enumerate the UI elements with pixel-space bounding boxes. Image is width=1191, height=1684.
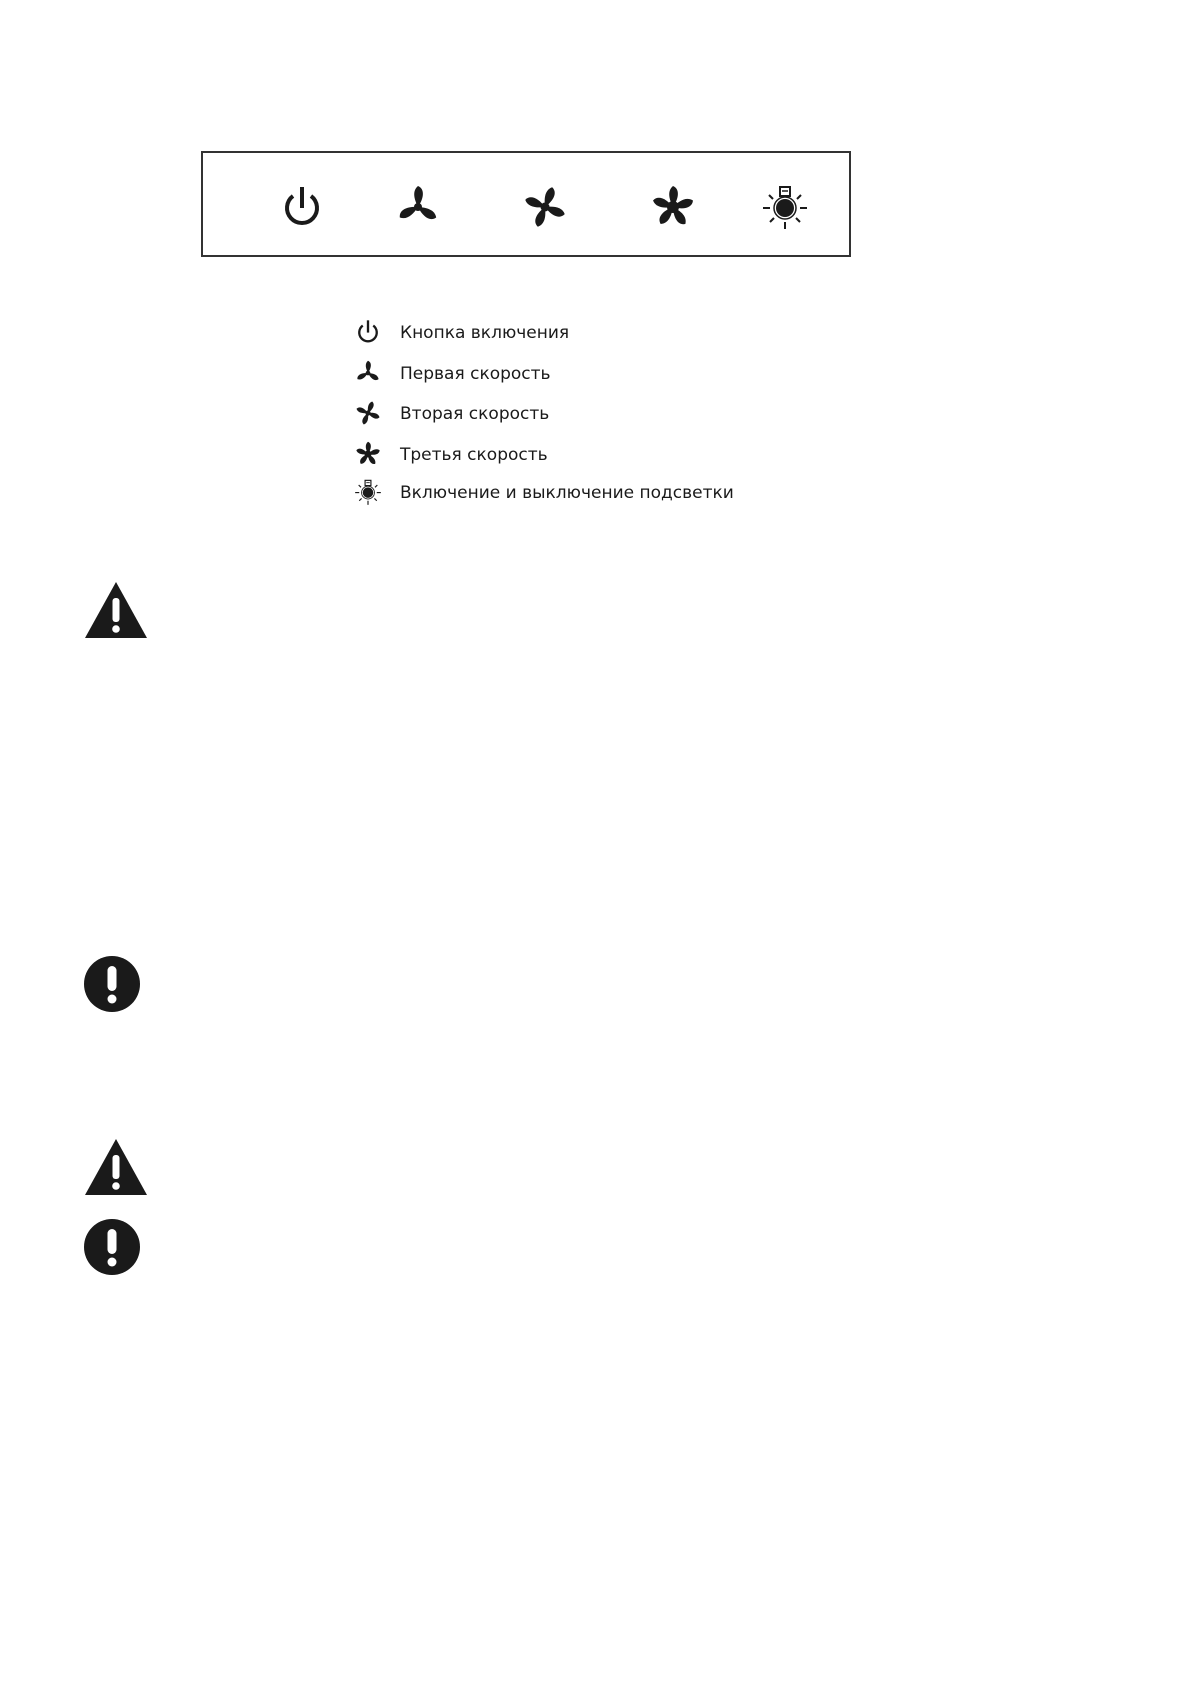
- control-panel: [201, 151, 851, 257]
- legend-label: Кнопка включения: [400, 323, 570, 343]
- important-circle-icon: [83, 955, 141, 1013]
- legend-label: Первая скорость: [400, 364, 551, 384]
- power-icon: [278, 183, 326, 231]
- fan-speed-3-icon: [649, 183, 697, 231]
- fan-speed-1-icon: [354, 359, 382, 387]
- warning-triangle-icon: [83, 1137, 149, 1197]
- legend-label: Третья скорость: [400, 445, 548, 465]
- fan-speed-1-icon: [394, 183, 442, 231]
- warning-triangle-icon: [83, 580, 149, 640]
- fan-speed-2-icon: [521, 183, 569, 231]
- power-icon: [354, 318, 382, 346]
- light-icon: [761, 183, 809, 231]
- important-circle-icon: [83, 1218, 141, 1276]
- legend-label: Включение и выключение подсветки: [400, 483, 734, 503]
- legend-label: Вторая скорость: [400, 404, 550, 424]
- fan-speed-2-icon: [354, 399, 382, 427]
- light-icon: [354, 478, 382, 506]
- fan-speed-3-icon: [354, 440, 382, 468]
